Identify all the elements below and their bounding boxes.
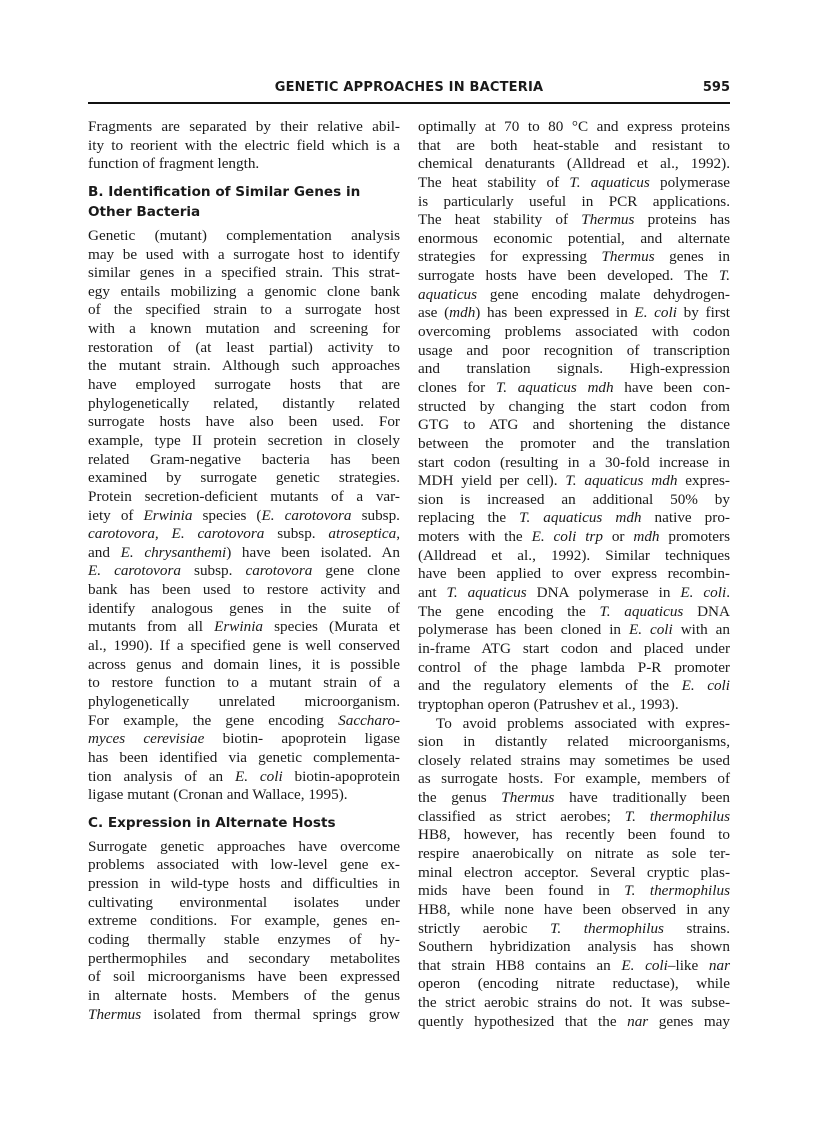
text-line — [88, 137, 400, 156]
text-run: MDH yield per cell). — [418, 472, 566, 490]
text-run: quently hypothesized that the — [418, 1012, 628, 1030]
text-line — [88, 931, 400, 950]
text-run: replacing the — [418, 509, 520, 527]
text-run: The heat stability of — [418, 173, 570, 191]
text-run: GTG to ATG and shortening the distance — [418, 416, 730, 434]
text-run: The heat stability of — [418, 211, 582, 229]
text-line — [88, 320, 400, 339]
italic-text: E. coli — [681, 677, 730, 695]
italic-text: nar — [627, 1012, 649, 1030]
text-line — [88, 469, 400, 488]
text-line — [418, 416, 730, 435]
text-run: closely related strains may sometimes be used — [418, 751, 730, 769]
page-number: 595 — [702, 80, 730, 95]
text-run: polymerase has been cloned in — [418, 621, 629, 639]
text-line — [88, 838, 400, 857]
text-line — [418, 174, 730, 193]
italic-text: Thermus — [88, 1005, 142, 1023]
text-run: ase ( — [418, 304, 450, 322]
text-run: ity to reorient with the electric field which is a — [88, 136, 400, 154]
text-run: chemical denaturants (Alldread et al., 1992). — [418, 155, 730, 173]
text-run: examined by surrogate genetic strategies. — [88, 469, 400, 487]
paragraph — [88, 227, 400, 805]
text-run: the mutant strain. Although such approaches — [88, 357, 400, 375]
italic-text: Saccharo- — [338, 711, 400, 729]
text-run: classified as strict aerobes; — [418, 807, 625, 825]
italic-text: carotovora — [245, 562, 313, 580]
text-run: al., 1990). If a specified gene is well conserved — [88, 637, 400, 655]
text-run: strategies for expressing — [418, 248, 602, 266]
italic-text: E. coli — [634, 304, 677, 322]
text-run: structed by changing the start codon from — [418, 397, 730, 415]
text-run: between the promoter and the translation — [418, 434, 730, 452]
text-run: The gene encoding the — [418, 602, 600, 620]
text-run: has been identified via genetic complementa- — [88, 748, 400, 766]
text-line — [88, 413, 400, 432]
italic-text: Erwinia — [214, 618, 264, 636]
italic-text: Thermus — [601, 248, 655, 266]
text-line — [88, 432, 400, 451]
text-line — [418, 640, 730, 659]
text-run: ligase mutant (Cronan and Wallace, 1995). — [88, 786, 348, 804]
text-line — [418, 248, 730, 267]
text-line — [418, 715, 730, 734]
text-run: that are both heat-stable and resistant to — [418, 136, 730, 154]
text-line — [418, 789, 730, 808]
paragraph — [418, 118, 730, 715]
text-line — [88, 693, 400, 712]
text-line — [418, 137, 730, 156]
italic-text: Thermus — [501, 789, 555, 807]
text-line — [418, 509, 730, 528]
text-run: (Alldread et al., 1992). Similar techniques — [418, 546, 730, 564]
text-run: overcoming problems associated with codon — [418, 323, 730, 341]
italic-text: T. aquaticus — [446, 584, 527, 602]
text-run: –like — [667, 956, 709, 974]
text-run: subsp. — [181, 562, 246, 580]
text-line — [88, 749, 400, 768]
text-run: species ( — [192, 506, 262, 524]
text-run: promoters — [659, 528, 730, 546]
italic-text: T. aquaticus — [599, 602, 684, 620]
text-line — [88, 875, 400, 894]
text-run: that strain HB8 contains an — [418, 956, 622, 974]
text-line — [418, 920, 730, 939]
text-line — [88, 246, 400, 265]
text-run: with an — [672, 621, 730, 639]
text-run: surrogate hosts have been developed. The — [418, 267, 719, 285]
text-line — [88, 488, 400, 507]
text-run: sion is increased an additional 50% by — [418, 490, 730, 508]
text-line — [88, 118, 400, 137]
text-run: or — [602, 528, 634, 546]
text-run: control of the phage lambda P-R promoter — [418, 658, 730, 676]
text-line — [418, 696, 730, 715]
text-run: strains. — [663, 919, 730, 937]
text-run: HB8, however, has recently been found to — [418, 826, 730, 844]
text-line — [88, 581, 400, 600]
text-run: HB8, while none have been observed in any — [418, 900, 730, 918]
text-run: the genus — [418, 789, 502, 807]
text-run: ) has been expressed in — [475, 304, 635, 322]
text-line — [88, 618, 400, 637]
italic-text: E. coli trp — [531, 528, 603, 546]
text-line — [418, 267, 730, 286]
text-run: is particularly useful in PCR applications. — [418, 192, 730, 210]
text-run: optimally at 70 to 80 °C and express proteins — [418, 118, 730, 135]
text-run: to restore function to a mutant strain of a — [88, 674, 400, 692]
italic-text: T. aquaticus mdh — [495, 378, 614, 396]
text-run: Fragments are separated by their relative abil- — [88, 118, 400, 135]
text-line — [418, 584, 730, 603]
text-run: phylogenetically related, distantly related — [88, 394, 400, 412]
text-line — [418, 882, 730, 901]
text-line — [418, 901, 730, 920]
text-line — [88, 357, 400, 376]
text-line — [88, 376, 400, 395]
text-run: subsp. — [264, 525, 329, 543]
text-run: species (Murata et — [263, 618, 401, 636]
text-line — [418, 808, 730, 827]
text-run: have been applied to over express recombin- — [418, 565, 730, 583]
text-line — [418, 211, 730, 230]
text-line — [418, 864, 730, 883]
paragraph — [418, 715, 730, 1032]
text-line — [88, 525, 400, 544]
text-run: extreme conditions. For example, genes en- — [88, 912, 400, 930]
text-run: proteins has — [634, 211, 730, 229]
text-line — [88, 301, 400, 320]
italic-text: mdh — [449, 304, 476, 322]
header-rule — [88, 102, 730, 104]
text-line — [418, 994, 730, 1013]
text-run: coding thermally stable enzymes of hy- — [88, 930, 400, 948]
running-header-title: GENETIC APPROACHES IN BACTERIA — [274, 80, 544, 95]
section-heading — [88, 813, 400, 833]
italic-text: E. carotovora — [88, 562, 182, 580]
text-run: minal electron acceptor. Several cryptic plas- — [418, 863, 730, 881]
italic-text: T. aquaticus mdh — [565, 472, 678, 490]
heading-line: C. Expression in Alternate Hosts — [88, 814, 336, 831]
italic-text: myces cerevisiae — [88, 730, 205, 748]
italic-text: mdh — [633, 528, 660, 546]
text-run: Genetic (mutant) complementation analysis — [88, 226, 400, 244]
text-line — [418, 379, 730, 398]
italic-text: nar — [708, 956, 730, 974]
text-run: restoration of (at least partial) activity to — [88, 338, 400, 356]
text-run: of soil microorganisms have been expressed — [88, 968, 400, 986]
right-column — [418, 118, 730, 1031]
text-run: and — [88, 543, 121, 561]
text-run: Protein secretion-deficient mutants of a var- — [88, 487, 400, 505]
text-run: perthermophiles and secondary metabolites — [88, 949, 400, 967]
text-run: have traditionally been — [554, 789, 730, 807]
italic-text: T. thermophilus — [624, 807, 730, 825]
text-line — [418, 659, 730, 678]
text-line — [418, 938, 730, 957]
text-run: identify analogous genes in the suite of — [88, 599, 400, 617]
text-run: native pro- — [641, 509, 730, 527]
text-line — [88, 950, 400, 969]
italic-text: Erwinia — [143, 506, 193, 524]
text-line — [88, 712, 400, 731]
heading-line: Other Bacteria — [88, 203, 201, 220]
text-run: . — [726, 584, 730, 602]
italic-text: aquaticus — [418, 285, 478, 303]
italic-text: T. aquaticus — [569, 173, 650, 191]
text-run: and the regulatory elements of the — [418, 677, 682, 695]
text-run: egy entails mobilizing a genomic clone bank — [88, 282, 400, 300]
heading-line: B. Identification of Similar Genes in — [88, 183, 361, 200]
text-run: cultivating environmental isolates under — [88, 893, 400, 911]
text-run: of the specified strain to a surrogate host — [88, 301, 400, 319]
text-run: in alternate hosts. Members of the genus — [88, 986, 400, 1004]
italic-text: E. coli — [621, 956, 668, 974]
text-run: DNA polymerase in — [526, 584, 681, 602]
text-run: genes may — [648, 1012, 730, 1030]
text-run: moters with the — [418, 528, 532, 546]
text-run: For example, the gene encoding — [88, 711, 339, 729]
text-line — [88, 395, 400, 414]
paragraph — [88, 118, 400, 174]
text-line — [88, 227, 400, 246]
text-line — [418, 826, 730, 845]
text-run: iety of — [88, 506, 144, 524]
text-run: across genus and domain lines, it is possible — [88, 655, 400, 673]
text-run: enormous economic potential, and alternate — [418, 229, 730, 247]
text-line — [88, 562, 400, 581]
text-line — [88, 768, 400, 787]
text-line — [418, 360, 730, 379]
text-run: strictly aerobic — [418, 919, 551, 937]
text-line — [418, 957, 730, 976]
text-line — [418, 155, 730, 174]
italic-text: T. aquaticus mdh — [519, 509, 642, 527]
text-line — [418, 398, 730, 417]
text-line — [418, 752, 730, 771]
text-run: clones for — [418, 378, 496, 396]
text-run: the strict aerobic strains do not. It was subse- — [418, 994, 730, 1012]
text-run: ) have been isolated. An — [226, 543, 401, 561]
text-line — [88, 730, 400, 749]
text-line — [88, 968, 400, 987]
text-line — [418, 975, 730, 994]
italic-text: carotovora, E. carotovora — [88, 525, 265, 543]
text-run: surrogate hosts have also been used. For — [88, 413, 400, 431]
text-run: gene encoding malate dehydrogen- — [477, 285, 730, 303]
text-line — [418, 621, 730, 640]
text-line — [88, 637, 400, 656]
italic-text: E. coli — [628, 621, 673, 639]
text-line — [88, 1006, 400, 1025]
text-run: example, type II protein secretion in closely — [88, 431, 400, 449]
text-run: polymerase — [649, 173, 731, 191]
text-run: and translation signals. High-expression — [418, 360, 730, 378]
text-run: start codon (resulting in a 30-fold increase in — [418, 453, 730, 471]
text-line — [418, 1013, 730, 1032]
italic-text: atroseptica — [328, 525, 397, 543]
text-line — [88, 656, 400, 675]
text-line — [418, 323, 730, 342]
text-run: , — [396, 525, 400, 543]
text-line — [88, 786, 400, 805]
text-line — [418, 286, 730, 305]
text-run: with a known mutation and screening for — [88, 320, 400, 338]
italic-text: Thermus — [581, 211, 635, 229]
text-run: DNA — [683, 602, 730, 620]
text-run: operon (encoding nitrate reductase), while — [418, 975, 730, 993]
italic-text: E. chrysanthemi — [120, 543, 227, 561]
text-run: bank has been used to restore activity and — [88, 581, 400, 599]
text-run: pression in wild-type hosts and difficulties in — [88, 875, 400, 893]
text-line — [418, 118, 730, 137]
text-line — [418, 845, 730, 864]
text-run: as surrogate hosts. For example, members of — [418, 770, 730, 788]
text-run: genes in — [654, 248, 730, 266]
text-line — [88, 600, 400, 619]
text-line — [418, 565, 730, 584]
text-run: have employed surrogate hosts that are — [88, 376, 400, 394]
left-column — [88, 118, 400, 1024]
section-heading — [88, 182, 400, 222]
text-run: usage and poor recognition of transcription — [418, 341, 730, 359]
text-run: Surrogate genetic approaches have overcome — [88, 837, 400, 855]
text-run: mids have been found in — [418, 882, 625, 900]
text-run: function of fragment length. — [88, 155, 260, 173]
italic-text: E. coli — [680, 584, 727, 602]
text-line — [88, 894, 400, 913]
text-run: isolated from thermal springs grow — [141, 1005, 400, 1023]
paragraph — [88, 838, 400, 1024]
text-run: sion in distantly related microorganisms, — [418, 733, 730, 751]
text-line — [88, 283, 400, 302]
italic-text: E. coli — [234, 767, 283, 785]
italic-text: T. thermophilus — [624, 882, 731, 900]
text-run: ant — [418, 584, 447, 602]
text-run: similar genes in a specified strain. This strat- — [88, 264, 400, 282]
text-run: in-frame ATG start codon and placed under — [418, 639, 730, 657]
text-line — [88, 987, 400, 1006]
text-line — [418, 304, 730, 323]
text-line — [418, 342, 730, 361]
text-line — [88, 339, 400, 358]
text-run: biotin- apoprotein ligase — [204, 730, 400, 748]
text-run: To avoid problems associated with expres- — [436, 714, 730, 732]
text-line — [418, 491, 730, 510]
text-line — [418, 733, 730, 752]
text-run: biotin-apoprotein — [282, 767, 401, 785]
text-line — [88, 507, 400, 526]
italic-text: T. — [718, 267, 730, 285]
text-line — [418, 230, 730, 249]
text-run: respire anaerobically on nitrate as sole ter- — [418, 844, 730, 862]
text-line — [418, 454, 730, 473]
text-run: subsp. — [351, 506, 400, 524]
text-line — [418, 472, 730, 491]
text-run: tion analysis of an — [88, 767, 235, 785]
italic-text: T. thermophilus — [550, 919, 664, 937]
text-line — [88, 912, 400, 931]
text-run: tryptophan operon (Patrushev et al., 1993). — [418, 695, 679, 713]
text-line — [88, 674, 400, 693]
text-run: phylogenetically unrelated microorganism. — [88, 692, 400, 710]
text-line — [88, 451, 400, 470]
text-line — [418, 435, 730, 454]
text-line — [88, 264, 400, 283]
text-line — [88, 544, 400, 563]
text-run: problems associated with low-level gene ex- — [88, 856, 400, 874]
text-run: gene clone — [312, 562, 400, 580]
italic-text: E. carotovora — [261, 506, 352, 524]
text-run: related Gram-negative bacteria has been — [88, 450, 400, 468]
text-line — [88, 856, 400, 875]
text-line — [418, 770, 730, 789]
text-run: Southern hybridization analysis has shown — [418, 938, 730, 956]
text-line — [418, 603, 730, 622]
text-line — [418, 193, 730, 212]
text-run: expres- — [677, 472, 730, 490]
text-run: have been con- — [613, 378, 730, 396]
text-run: may be used with a surrogate host to identify — [88, 245, 400, 263]
text-line — [418, 677, 730, 696]
text-line — [418, 528, 730, 547]
text-run: mutants from all — [88, 618, 215, 636]
text-run: by first — [676, 304, 730, 322]
text-line — [418, 547, 730, 566]
text-line — [88, 155, 400, 174]
